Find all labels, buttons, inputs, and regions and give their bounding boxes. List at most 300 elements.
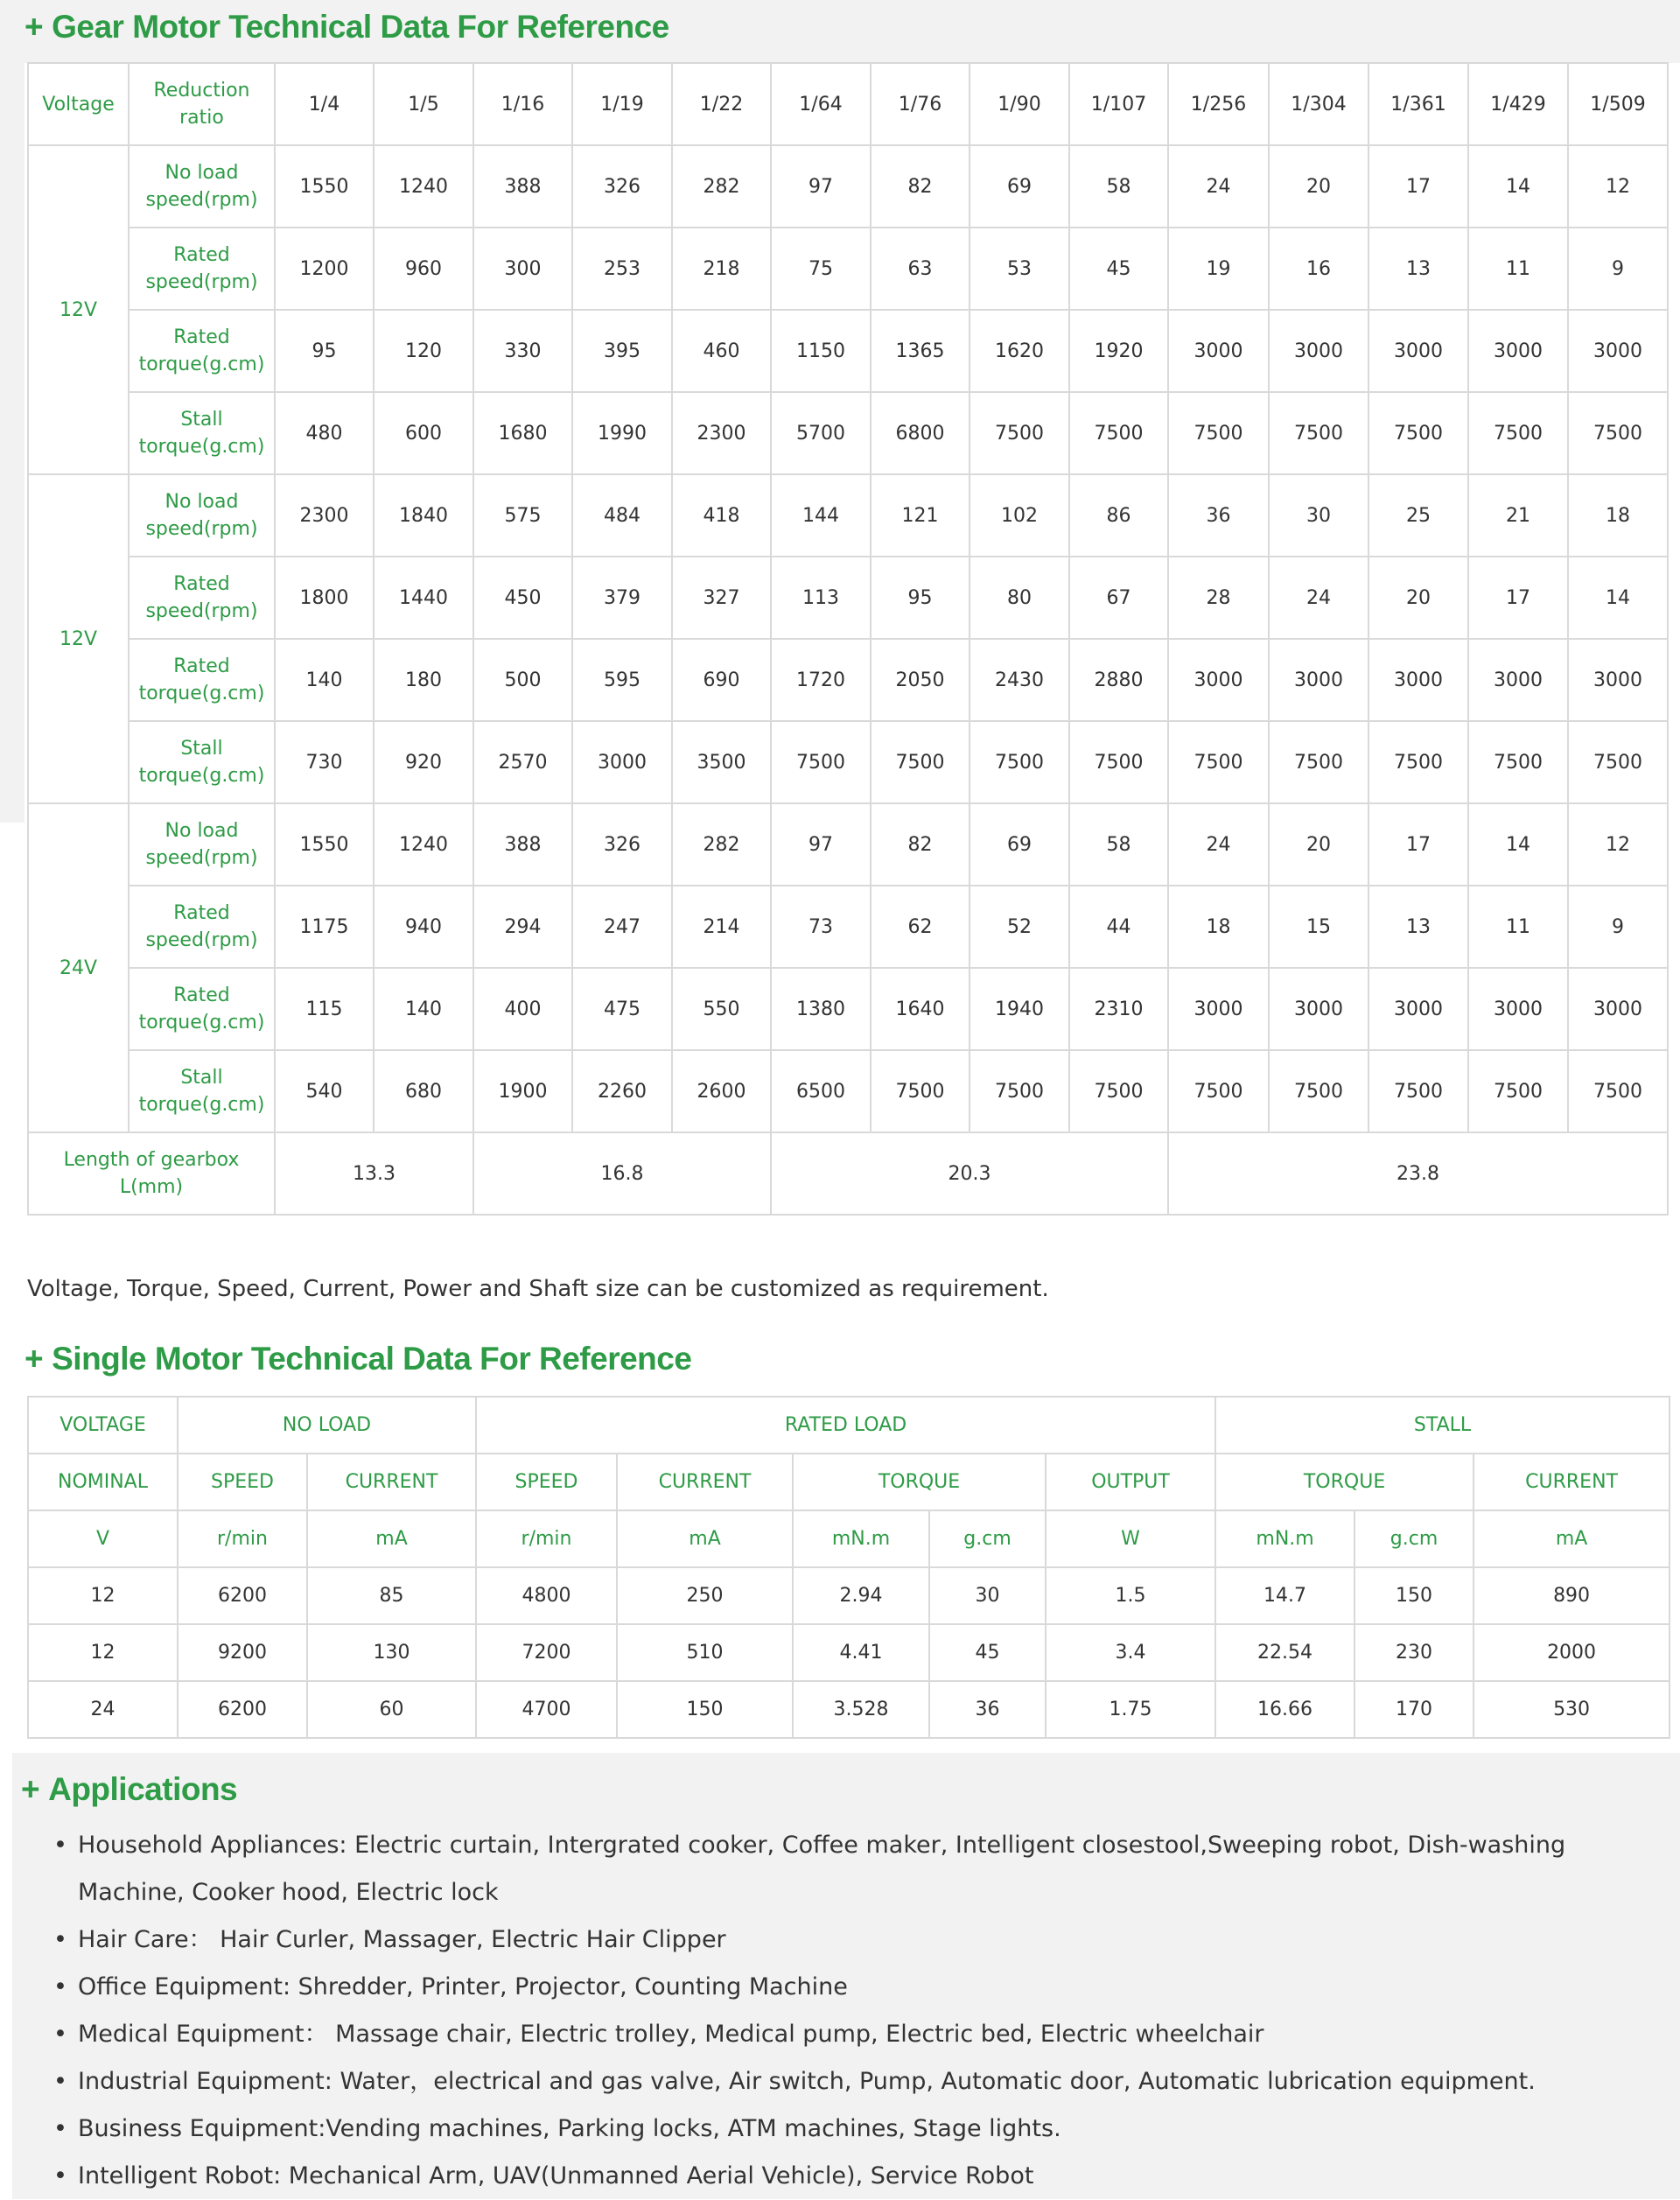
value-cell: 24	[1168, 145, 1269, 228]
table-row	[28, 803, 1668, 886]
value-cell: 6500	[771, 1050, 871, 1132]
value-cell: 4800	[476, 1567, 617, 1624]
value-cell: 140	[275, 639, 374, 721]
unit-cell: mN.m	[793, 1510, 929, 1567]
value-cell: 379	[572, 557, 672, 639]
value-cell: 140	[374, 968, 473, 1050]
plus-icon: +	[24, 1341, 44, 1377]
value-cell: 1240	[374, 145, 473, 228]
table-row	[28, 1132, 1668, 1215]
value-cell: 7500	[1269, 721, 1368, 803]
value-cell: 690	[672, 639, 771, 721]
ratio-cell: 1/22	[672, 63, 771, 145]
value-cell: 58	[1069, 803, 1168, 886]
value-cell: 7500	[1568, 392, 1668, 474]
parameter-label: Stall torque(g.cm)	[129, 1050, 275, 1132]
value-cell: 540	[275, 1050, 374, 1132]
value-cell: 530	[1474, 1681, 1670, 1738]
value-cell: 20	[1368, 557, 1468, 639]
table-row	[28, 145, 1668, 228]
value-cell: 1920	[1069, 310, 1168, 392]
value-cell: 3000	[1568, 968, 1668, 1050]
value-cell: 11	[1468, 886, 1568, 968]
value-cell: 45	[1069, 228, 1168, 310]
value-cell: 13	[1368, 886, 1468, 968]
value-cell: 388	[473, 145, 572, 228]
column-header: SPEED	[178, 1454, 307, 1510]
bullet-icon: •	[53, 1973, 67, 2000]
table-row	[28, 63, 1668, 145]
table-row	[28, 886, 1668, 968]
application-text: Industrial Equipment: Water，electrical and gas valve, Air switch, Pump, Automatic door, Automatic lubrication equipment.	[78, 2068, 1536, 2095]
column-header: TORQUE	[793, 1454, 1046, 1510]
value-cell: 7500	[1069, 721, 1168, 803]
voltage-cell: 24V	[28, 803, 129, 1132]
value-cell: 24	[28, 1681, 178, 1738]
unit-cell: r/min	[476, 1510, 617, 1567]
ratio-header: Reduction ratio	[129, 63, 275, 145]
ratio-cell: 1/5	[374, 63, 473, 145]
table-row	[28, 392, 1668, 474]
plus-icon: +	[21, 1771, 40, 1807]
list-item	[21, 1916, 1648, 1964]
value-cell: 2880	[1069, 639, 1168, 721]
single-motor-table	[27, 1396, 1670, 1739]
value-cell: 1620	[970, 310, 1069, 392]
value-cell: 102	[970, 474, 1069, 557]
left-gutter-band	[0, 0, 24, 823]
value-cell: 7500	[1269, 1050, 1368, 1132]
value-cell: 2300	[275, 474, 374, 557]
value-cell: 5700	[771, 392, 871, 474]
value-cell: 1175	[275, 886, 374, 968]
unit-cell: g.cm	[929, 1510, 1046, 1567]
value-cell: 69	[970, 145, 1069, 228]
parameter-label: No load speed(rpm)	[129, 803, 275, 886]
value-cell: 20	[1269, 145, 1368, 228]
column-header: CURRENT	[1474, 1454, 1670, 1510]
value-cell: 330	[473, 310, 572, 392]
value-cell: 12	[1568, 145, 1668, 228]
value-cell: 395	[572, 310, 672, 392]
value-cell: 170	[1354, 1681, 1474, 1738]
value-cell: 12	[28, 1567, 178, 1624]
value-cell: 20	[1269, 803, 1368, 886]
value-cell: 388	[473, 803, 572, 886]
value-cell: 1640	[871, 968, 970, 1050]
ratio-cell: 1/19	[572, 63, 672, 145]
value-cell: 18	[1568, 474, 1668, 557]
value-cell: 7500	[1069, 1050, 1168, 1132]
value-cell: 3000	[1568, 310, 1668, 392]
value-cell: 17	[1468, 557, 1568, 639]
voltage-header: Voltage	[28, 63, 129, 145]
table-row	[28, 968, 1668, 1050]
value-cell: 2570	[473, 721, 572, 803]
value-cell: 63	[871, 228, 970, 310]
value-cell: 95	[871, 557, 970, 639]
value-cell: 920	[374, 721, 473, 803]
length-cell: 23.8	[1168, 1132, 1668, 1215]
value-cell: 53	[970, 228, 1069, 310]
value-cell: 14	[1568, 557, 1668, 639]
length-cell: 16.8	[473, 1132, 771, 1215]
value-cell: 7500	[1368, 721, 1468, 803]
parameter-label: Rated torque(g.cm)	[129, 310, 275, 392]
value-cell: 97	[771, 145, 871, 228]
value-cell: 75	[771, 228, 871, 310]
value-cell: 2260	[572, 1050, 672, 1132]
value-cell: 97	[771, 803, 871, 886]
value-cell: 16	[1269, 228, 1368, 310]
unit-cell: W	[1046, 1510, 1215, 1567]
value-cell: 510	[617, 1624, 793, 1681]
unit-cell: mA	[307, 1510, 476, 1567]
application-text: Office Equipment: Shredder, Printer, Projector, Counting Machine	[78, 1973, 848, 2000]
value-cell: 82	[871, 803, 970, 886]
value-cell: 7500	[1568, 1050, 1668, 1132]
value-cell: 7500	[1168, 1050, 1269, 1132]
unit-cell: mA	[1474, 1510, 1670, 1567]
value-cell: 7500	[970, 392, 1069, 474]
value-cell: 326	[572, 145, 672, 228]
ratio-cell: 1/361	[1368, 63, 1468, 145]
single-section-heading	[24, 1341, 691, 1377]
value-cell: 400	[473, 968, 572, 1050]
value-cell: 7500	[1368, 1050, 1468, 1132]
list-item	[21, 2011, 1648, 2058]
parameter-label: No load speed(rpm)	[129, 145, 275, 228]
voltage-cell: 12V	[28, 145, 129, 474]
value-cell: 36	[1168, 474, 1269, 557]
value-cell: 28	[1168, 557, 1269, 639]
column-header: NOMINAL	[28, 1454, 178, 1510]
list-item	[21, 2105, 1648, 2153]
value-cell: 500	[473, 639, 572, 721]
value-cell: 7500	[1568, 721, 1668, 803]
parameter-label: Rated speed(rpm)	[129, 228, 275, 310]
value-cell: 12	[28, 1624, 178, 1681]
list-item	[21, 2153, 1648, 2200]
table-row	[28, 310, 1668, 392]
value-cell: 940	[374, 886, 473, 968]
gear-heading-text: Gear Motor Technical Data For Reference	[52, 9, 669, 45]
value-cell: 730	[275, 721, 374, 803]
ratio-cell: 1/256	[1168, 63, 1269, 145]
value-cell: 1.75	[1046, 1681, 1215, 1738]
parameter-label: Rated speed(rpm)	[129, 886, 275, 968]
value-cell: 85	[307, 1567, 476, 1624]
ratio-cell: 1/64	[771, 63, 871, 145]
applications-heading	[21, 1771, 237, 1808]
value-cell: 121	[871, 474, 970, 557]
voltage-cell: 12V	[28, 474, 129, 803]
length-label: Length of gearbox L(mm)	[28, 1132, 275, 1215]
value-cell: 7500	[1368, 392, 1468, 474]
value-cell: 218	[672, 228, 771, 310]
group-header: STALL	[1215, 1397, 1670, 1454]
column-header: SPEED	[476, 1454, 617, 1510]
value-cell: 25	[1368, 474, 1468, 557]
table-row	[28, 721, 1668, 803]
value-cell: 1900	[473, 1050, 572, 1132]
value-cell: 890	[1474, 1567, 1670, 1624]
value-cell: 73	[771, 886, 871, 968]
value-cell: 9200	[178, 1624, 307, 1681]
value-cell: 3000	[1568, 639, 1668, 721]
unit-cell: V	[28, 1510, 178, 1567]
column-header: TORQUE	[1215, 1454, 1474, 1510]
gear-section-heading	[24, 9, 669, 46]
table-row	[28, 228, 1668, 310]
value-cell: 2300	[672, 392, 771, 474]
single-heading-text: Single Motor Technical Data For Reference	[52, 1341, 692, 1377]
table-row	[28, 557, 1668, 639]
value-cell: 247	[572, 886, 672, 968]
value-cell: 1550	[275, 145, 374, 228]
application-text: Household Appliances: Electric curtain, Intergrated cooker, Coffee maker, Intelligent closestool,Sweeping robot, Dish-washing Machine, Cooker hood, Electric lock	[78, 1832, 1566, 1906]
value-cell: 1240	[374, 803, 473, 886]
value-cell: 24	[1269, 557, 1368, 639]
group-header: NO LOAD	[178, 1397, 476, 1454]
value-cell: 3000	[1468, 968, 1568, 1050]
value-cell: 300	[473, 228, 572, 310]
value-cell: 14	[1468, 145, 1568, 228]
value-cell: 1365	[871, 310, 970, 392]
parameter-label: No load speed(rpm)	[129, 474, 275, 557]
value-cell: 82	[871, 145, 970, 228]
value-cell: 326	[572, 803, 672, 886]
value-cell: 484	[572, 474, 672, 557]
table-row	[28, 1397, 1670, 1454]
value-cell: 45	[929, 1624, 1046, 1681]
plus-icon: +	[24, 9, 44, 45]
bullet-icon: •	[53, 1832, 67, 1859]
table-row	[28, 1624, 1670, 1681]
value-cell: 595	[572, 639, 672, 721]
list-item	[21, 1822, 1648, 1916]
value-cell: 3.528	[793, 1681, 929, 1738]
value-cell: 62	[871, 886, 970, 968]
value-cell: 1720	[771, 639, 871, 721]
value-cell: 67	[1069, 557, 1168, 639]
value-cell: 24	[1168, 803, 1269, 886]
value-cell: 7500	[1468, 392, 1568, 474]
value-cell: 250	[617, 1567, 793, 1624]
value-cell: 9	[1568, 228, 1668, 310]
bullet-icon: •	[53, 2162, 67, 2189]
value-cell: 6200	[178, 1567, 307, 1624]
value-cell: 3000	[1368, 968, 1468, 1050]
ratio-cell: 1/4	[275, 63, 374, 145]
bullet-icon: •	[53, 2115, 67, 2142]
value-cell: 1990	[572, 392, 672, 474]
value-cell: 36	[929, 1681, 1046, 1738]
value-cell: 14	[1468, 803, 1568, 886]
applications-heading-text: Applications	[48, 1771, 238, 1807]
value-cell: 11	[1468, 228, 1568, 310]
value-cell: 22.54	[1215, 1624, 1354, 1681]
value-cell: 17	[1368, 803, 1468, 886]
value-cell: 450	[473, 557, 572, 639]
value-cell: 19	[1168, 228, 1269, 310]
value-cell: 3000	[1368, 310, 1468, 392]
gear-motor-table	[27, 62, 1669, 1216]
value-cell: 120	[374, 310, 473, 392]
value-cell: 1200	[275, 228, 374, 310]
value-cell: 1800	[275, 557, 374, 639]
value-cell: 680	[374, 1050, 473, 1132]
table-row	[28, 474, 1668, 557]
value-cell: 327	[672, 557, 771, 639]
value-cell: 3000	[1368, 639, 1468, 721]
application-text: Hair Care： Hair Curler, Massager, Electric Hair Clipper	[78, 1926, 726, 1953]
value-cell: 3000	[572, 721, 672, 803]
value-cell: 7500	[1168, 721, 1269, 803]
value-cell: 480	[275, 392, 374, 474]
length-cell: 13.3	[275, 1132, 473, 1215]
table-row	[28, 1510, 1670, 1567]
value-cell: 550	[672, 968, 771, 1050]
applications-list	[21, 1822, 1648, 2200]
value-cell: 115	[275, 968, 374, 1050]
value-cell: 3000	[1468, 639, 1568, 721]
value-cell: 7500	[871, 1050, 970, 1132]
list-item	[21, 2058, 1648, 2105]
value-cell: 1150	[771, 310, 871, 392]
value-cell: 21	[1468, 474, 1568, 557]
value-cell: 30	[929, 1567, 1046, 1624]
value-cell: 230	[1354, 1624, 1474, 1681]
value-cell: 3000	[1269, 639, 1368, 721]
value-cell: 2310	[1069, 968, 1168, 1050]
value-cell: 13	[1368, 228, 1468, 310]
value-cell: 2600	[672, 1050, 771, 1132]
value-cell: 282	[672, 145, 771, 228]
value-cell: 6800	[871, 392, 970, 474]
value-cell: 4700	[476, 1681, 617, 1738]
ratio-cell: 1/107	[1069, 63, 1168, 145]
unit-cell: g.cm	[1354, 1510, 1474, 1567]
value-cell: 30	[1269, 474, 1368, 557]
value-cell: 1.5	[1046, 1567, 1215, 1624]
value-cell: 2430	[970, 639, 1069, 721]
application-text: Medical Equipment： Massage chair, Electric trolley, Medical pump, Electric bed, Electric wheelchair	[78, 2021, 1264, 2048]
group-header: VOLTAGE	[28, 1397, 178, 1454]
value-cell: 7500	[970, 721, 1069, 803]
table-row	[28, 1567, 1670, 1624]
value-cell: 1380	[771, 968, 871, 1050]
value-cell: 144	[771, 474, 871, 557]
table-row	[28, 1681, 1670, 1738]
parameter-label: Rated torque(g.cm)	[129, 639, 275, 721]
value-cell: 2.94	[793, 1567, 929, 1624]
value-cell: 3500	[672, 721, 771, 803]
value-cell: 150	[1354, 1567, 1474, 1624]
value-cell: 7500	[1269, 392, 1368, 474]
value-cell: 52	[970, 886, 1069, 968]
value-cell: 600	[374, 392, 473, 474]
table-row	[28, 1050, 1668, 1132]
value-cell: 475	[572, 968, 672, 1050]
bullet-icon: •	[53, 1926, 67, 1953]
ratio-cell: 1/429	[1468, 63, 1568, 145]
value-cell: 86	[1069, 474, 1168, 557]
ratio-cell: 1/509	[1568, 63, 1668, 145]
column-header: CURRENT	[617, 1454, 793, 1510]
parameter-label: Rated speed(rpm)	[129, 557, 275, 639]
value-cell: 9	[1568, 886, 1668, 968]
unit-cell: mN.m	[1215, 1510, 1354, 1567]
value-cell: 1840	[374, 474, 473, 557]
value-cell: 575	[473, 474, 572, 557]
value-cell: 130	[307, 1624, 476, 1681]
value-cell: 960	[374, 228, 473, 310]
value-cell: 282	[672, 803, 771, 886]
value-cell: 3000	[1468, 310, 1568, 392]
value-cell: 15	[1269, 886, 1368, 968]
value-cell: 3000	[1168, 639, 1269, 721]
value-cell: 17	[1368, 145, 1468, 228]
value-cell: 7500	[1069, 392, 1168, 474]
value-cell: 418	[672, 474, 771, 557]
value-cell: 1440	[374, 557, 473, 639]
value-cell: 2050	[871, 639, 970, 721]
value-cell: 3000	[1269, 310, 1368, 392]
value-cell: 80	[970, 557, 1069, 639]
value-cell: 1680	[473, 392, 572, 474]
value-cell: 60	[307, 1681, 476, 1738]
value-cell: 180	[374, 639, 473, 721]
group-header: RATED LOAD	[476, 1397, 1215, 1454]
value-cell: 3000	[1168, 310, 1269, 392]
value-cell: 69	[970, 803, 1069, 886]
value-cell: 14.7	[1215, 1567, 1354, 1624]
value-cell: 1550	[275, 803, 374, 886]
parameter-label: Stall torque(g.cm)	[129, 392, 275, 474]
value-cell: 3.4	[1046, 1624, 1215, 1681]
value-cell: 214	[672, 886, 771, 968]
value-cell: 253	[572, 228, 672, 310]
value-cell: 150	[617, 1681, 793, 1738]
value-cell: 95	[275, 310, 374, 392]
value-cell: 3000	[1168, 968, 1269, 1050]
value-cell: 7500	[871, 721, 970, 803]
ratio-cell: 1/76	[871, 63, 970, 145]
value-cell: 44	[1069, 886, 1168, 968]
value-cell: 7500	[970, 1050, 1069, 1132]
value-cell: 294	[473, 886, 572, 968]
value-cell: 4.41	[793, 1624, 929, 1681]
value-cell: 58	[1069, 145, 1168, 228]
value-cell: 2000	[1474, 1624, 1670, 1681]
unit-cell: r/min	[178, 1510, 307, 1567]
value-cell: 18	[1168, 886, 1269, 968]
value-cell: 7500	[1168, 392, 1269, 474]
value-cell: 460	[672, 310, 771, 392]
application-text: Business Equipment:Vending machines, Parking locks, ATM machines, Stage lights.	[78, 2115, 1061, 2142]
value-cell: 7200	[476, 1624, 617, 1681]
value-cell: 113	[771, 557, 871, 639]
column-header: OUTPUT	[1046, 1454, 1215, 1510]
value-cell: 3000	[1269, 968, 1368, 1050]
list-item	[21, 1964, 1648, 2011]
table-row	[28, 1454, 1670, 1510]
length-cell: 20.3	[771, 1132, 1168, 1215]
value-cell: 7500	[1468, 721, 1568, 803]
customization-note: Voltage, Torque, Speed, Current, Power and Shaft size can be customized as requirement.	[27, 1276, 1049, 1302]
value-cell: 1940	[970, 968, 1069, 1050]
